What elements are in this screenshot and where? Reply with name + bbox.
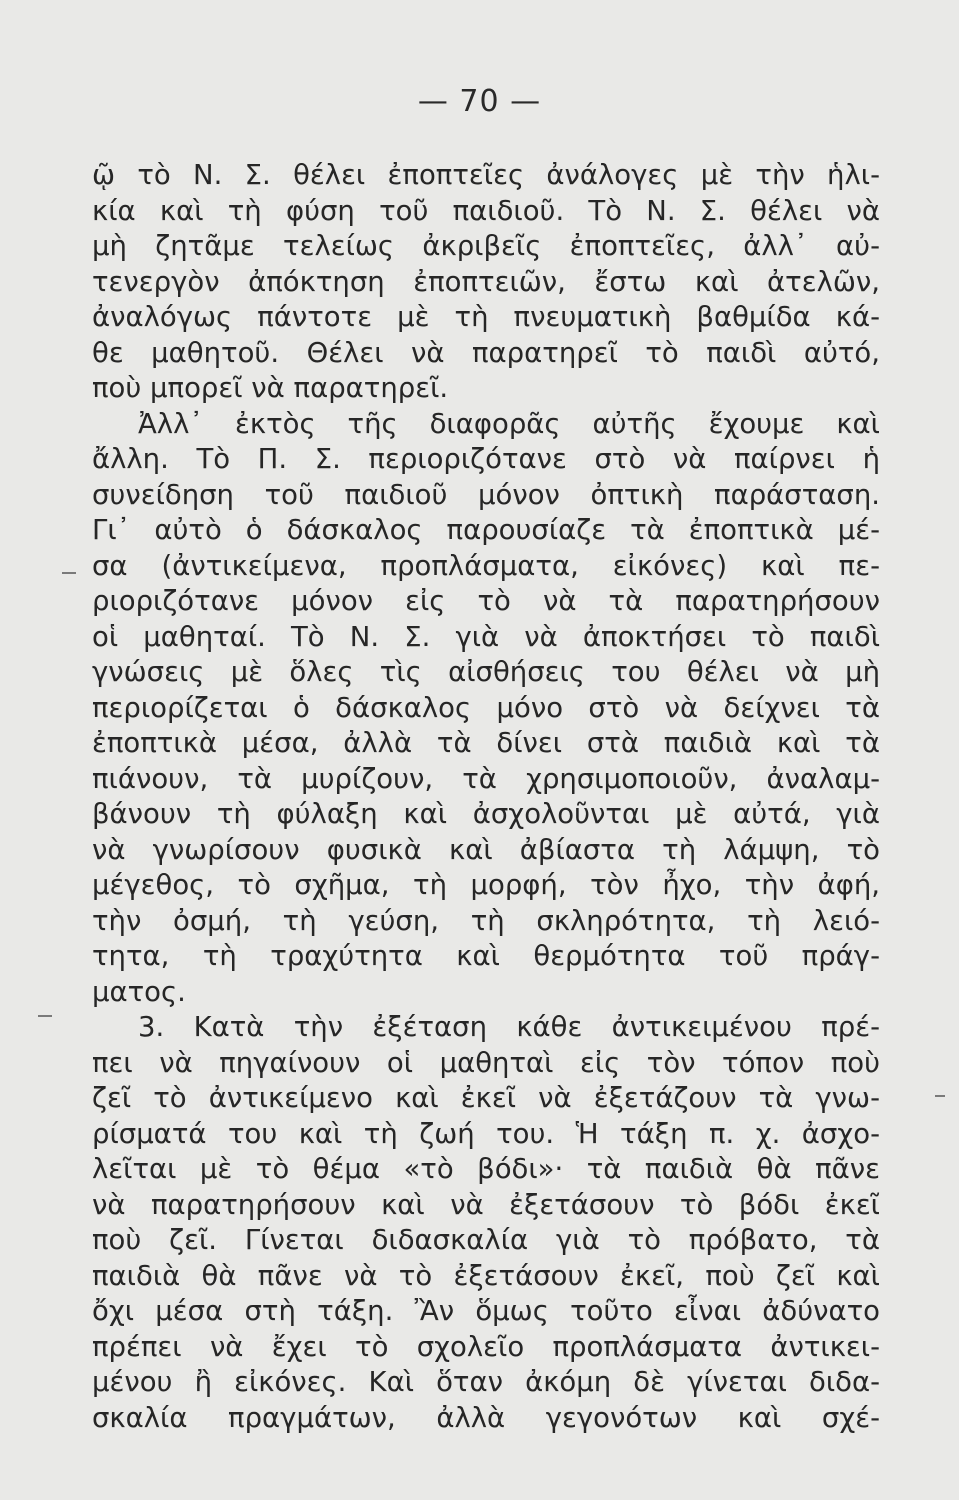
text-line: κία καὶ τὴ φύση τοῦ παιδιοῦ. Τὸ Ν. Σ. θέλει νὰ (92, 194, 880, 227)
body-text (92, 158, 880, 1436)
text-line: ἄλλη. Τὸ Π. Σ. περιοριζότανε στὸ νὰ παίρνει ἡ (92, 443, 880, 475)
text-line: τητα, τὴ τραχύτητα καὶ θερμότητα τοῦ πράγ- (92, 940, 880, 972)
text-line: 3. Κατὰ τὴν ἐξέταση κάθε ἀντικειμένου πρέ- (138, 1011, 880, 1043)
text-line: τὴν ὀσμή, τὴ γεύση, τὴ σκληρότητα, τὴ λειό- (92, 904, 880, 937)
text-line: νὰ παρατηρήσουν καὶ νὰ ἐξετάσουν τὸ βόδι ἐκεῖ (92, 1188, 880, 1221)
text-line: ἀναλόγως πάντοτε μὲ τὴ πνευματικὴ βαθμίδα κά- (92, 301, 880, 333)
text-line: περιορίζεται ὁ δάσκαλος μόνο στὸ νὰ δείχνει τὰ (92, 691, 880, 724)
text-line: Ἀλλ᾽ ἐκτὸς τῆς διαφορᾶς αὐτῆς ἔχουμε καὶ (138, 407, 880, 440)
text-line: πρέπει νὰ ἔχει τὸ σχολεῖο προπλάσματα ἀντικει- (92, 1330, 880, 1363)
text-line: βάνουν τὴ φύλαξη καὶ ἀσχολοῦνται μὲ αὐτά, γιὰ (92, 798, 880, 830)
text-line: λεῖται μὲ τὸ θέμα «τὸ βόδι»· τὰ παιδιὰ θὰ πᾶνε (92, 1153, 880, 1185)
text-line: νὰ γνωρίσουν φυσικὰ καὶ ἀβίαστα τὴ λάμψη, τὸ (92, 833, 880, 866)
text-line: ποὺ μπορεῖ νὰ παρατηρεῖ. (92, 372, 449, 404)
text-line: ζεῖ τὸ ἀντικείμενο καὶ ἐκεῖ νὰ ἐξετάζουν τὰ γνω- (92, 1082, 880, 1114)
text-line: ματος. (92, 975, 186, 1008)
text-line: ὄχι μέσα στὴ τάξη. Ἂν ὅμως τοῦτο εἶναι ἀδύνατο (92, 1295, 880, 1327)
margin-mark (935, 1095, 945, 1097)
page-number: — 70 — (417, 84, 542, 119)
margin-mark (62, 572, 76, 574)
text-line: μὴ ζητᾶμε τελείως ἀκριβεῖς ἐποπτεῖες, ἀλλ᾽ αὐ- (92, 230, 880, 262)
text-line: μένου ἢ εἰκόνες. Καὶ ὅταν ἀκόμη δὲ γίνεται διδα- (92, 1366, 880, 1398)
text-line: πει νὰ πηγαίνουν οἱ μαθηταὶ εἰς τὸν τόπον ποὺ (92, 1046, 880, 1079)
text-line: συνείδηση τοῦ παιδιοῦ μόνον ὀπτικὴ παράσταση. (92, 478, 880, 511)
text-line: πιάνουν, τὰ μυρίζουν, τὰ χρησιμοποιοῦν, ἀναλαμ- (92, 762, 880, 795)
text-line: οἱ μαθηταί. Τὸ Ν. Σ. γιὰ νὰ ἀποκτήσει τὸ παιδὶ (92, 620, 880, 653)
text-line: ποὺ ζεῖ. Γίνεται διδασκαλία γιὰ τὸ πρόβατο, τὰ (92, 1224, 880, 1256)
text-line: θε μαθητοῦ. Θέλει νὰ παρατηρεῖ τὸ παιδὶ αὐτό, (92, 336, 880, 369)
text-line: ἐποπτικὰ μέσα, ἀλλὰ τὰ δίνει στὰ παιδιὰ καὶ τὰ (92, 727, 880, 759)
text-line: ῷ τὸ Ν. Σ. θέλει ἐποπτεῖες ἀνάλογες μὲ τὴν ἡλι- (92, 159, 880, 191)
text-line: παιδιὰ θὰ πᾶνε νὰ τὸ ἐξετάσουν ἐκεῖ, ποὺ ζεῖ καὶ (92, 1259, 880, 1292)
text-line: σα (ἀντικείμενα, προπλάσματα, εἰκόνες) καὶ πε- (92, 549, 880, 582)
text-line: γνώσεις μὲ ὅλες τὶς αἰσθήσεις του θέλει νὰ μὴ (92, 656, 880, 688)
text-line: μέγεθος, τὸ σχῆμα, τὴ μορφή, τὸν ἦχο, τὴν ἀφή, (92, 869, 880, 901)
text-line: Γι᾽ αὐτὸ ὁ δάσκαλος παρουσίαζε τὰ ἐποπτικὰ μέ- (92, 514, 880, 546)
text-line: τενεργὸν ἀπόκτηση ἐποπτειῶν, ἔστω καὶ ἀτελῶν, (92, 265, 880, 298)
text-line: σκαλία πραγμάτων, ἀλλὰ γεγονότων καὶ σχέ- (92, 1401, 880, 1434)
text-line: ρίσματά του καὶ τὴ ζωή του. Ἡ τάξη π. χ. ἀσχο- (92, 1117, 880, 1150)
margin-mark (38, 1015, 52, 1017)
text-line: ριοριζότανε μόνον εἰς τὸ νὰ τὰ παρατηρήσουν (92, 585, 880, 617)
